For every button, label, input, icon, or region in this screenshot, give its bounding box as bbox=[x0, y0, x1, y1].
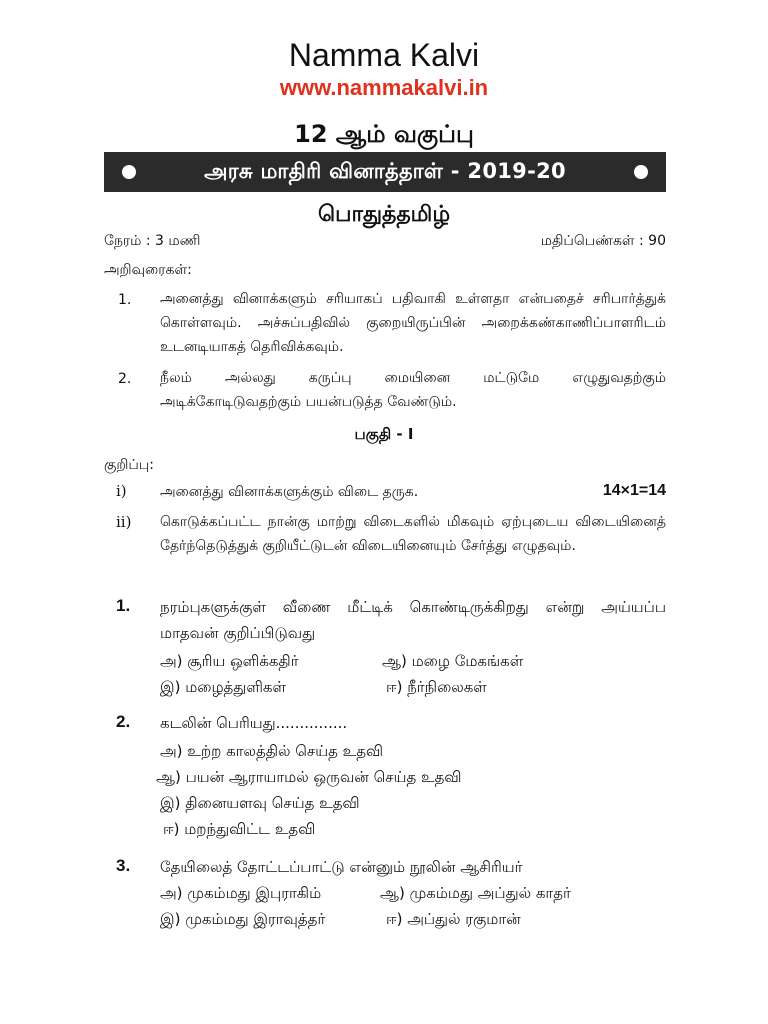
option: ஈ) நீர்நிலைகள் bbox=[386, 678, 487, 696]
option: இ) மழைத்துளிகள் bbox=[160, 678, 287, 696]
class-title: 12 ஆம் வகுப்பு bbox=[294, 120, 474, 148]
instruction-text: நீலம் அல்லது கருப்பு மையினை மட்டுமே எழுதுவதற்கும் அடிக்கோடிடுவதற்கும் பயன்படுத்த வேண்டும். bbox=[160, 370, 666, 410]
subject-title: பொதுத்தமிழ் bbox=[317, 202, 451, 227]
option: ஈ) அப்துல் ரகுமான் bbox=[386, 910, 521, 928]
question-number: 1. bbox=[116, 596, 131, 615]
instruction-text: அனைத்து வினாக்களும் சரியாகப் பதிவாகி உள்ளதா என்பதைச் சரிபார்த்துக் கொள்ளவும். அச்சுப்பதிவில் குறையிருப்பின் அறைக்கண்காணிப்பாளரிடம் உடனடியாகத் தெரிவிக்கவும். bbox=[160, 291, 666, 355]
note-text: அனைத்து வினாக்களுக்கும் விடை தருக. bbox=[160, 484, 419, 500]
question-number: 2. bbox=[116, 712, 131, 731]
site-url[interactable]: www.nammakalvi.in bbox=[279, 75, 489, 100]
question-text: நரம்புகளுக்குள் வீணை மீட்டிக் கொண்டிருக்கிறது என்று அய்யப்ப மாதவன் குறிப்பிடுவது bbox=[160, 598, 666, 642]
note-title: குறிப்பு: bbox=[104, 457, 154, 473]
instruction-number: 1. bbox=[118, 292, 132, 308]
part-title: பகுதி - I bbox=[354, 425, 414, 443]
note-number: i) bbox=[116, 482, 127, 500]
instruction-number: 2. bbox=[118, 371, 132, 387]
question-text: தேயிலைத் தோட்டப்பாட்டு என்னும் நூலின் ஆசிரியர் bbox=[160, 858, 523, 876]
option: அ) சூரிய ஒளிக்கதிர் bbox=[160, 652, 299, 670]
section-marks: 14×1=14 bbox=[602, 482, 666, 499]
meta-row bbox=[104, 233, 666, 251]
option: ஈ) மறந்துவிட்ட உதவி bbox=[163, 820, 316, 838]
instructions-title: அறிவுரைகள்: bbox=[104, 262, 192, 278]
site-name: Namma Kalvi bbox=[288, 37, 480, 73]
time-label: நேரம் : 3 மணி bbox=[104, 233, 201, 249]
option: ஆ) மழை மேகங்கள் bbox=[382, 652, 524, 670]
bullet-icon-left bbox=[122, 165, 136, 179]
option: ஆ) பயன் ஆராயாமல் ஒருவன் செய்த உதவி bbox=[156, 768, 462, 786]
option: இ) முகம்மது இராவுத்தர் bbox=[160, 910, 326, 928]
banner-text: அரசு மாதிரி வினாத்தாள் - 2019-20 bbox=[204, 158, 566, 183]
option: ஆ) முகம்மது அப்துல் காதர் bbox=[380, 884, 571, 902]
bullet-icon-right bbox=[634, 165, 648, 179]
note-number: ii) bbox=[116, 513, 132, 531]
question-text: கடலின் பெரியது............... bbox=[160, 714, 348, 732]
option: இ) தினையளவு செய்த உதவி bbox=[160, 794, 360, 812]
exam-banner bbox=[104, 152, 666, 192]
question-number: 3. bbox=[116, 856, 131, 875]
marks-label: மதிப்பெண்கள் : 90 bbox=[540, 233, 666, 249]
option: அ) உற்ற காலத்தில் செய்த உதவி bbox=[160, 742, 384, 760]
note-text: கொடுக்கப்பட்ட நான்கு மாற்று விடைகளில் மிகவும் ஏற்புடைய விடையினைத் தேர்ந்தெடுத்துக் குறியீட்டுடன் விடையினையும் சேர்த்து எழுதவும். bbox=[160, 514, 666, 554]
option: அ) முகம்மது இபுராகிம் bbox=[160, 884, 322, 902]
